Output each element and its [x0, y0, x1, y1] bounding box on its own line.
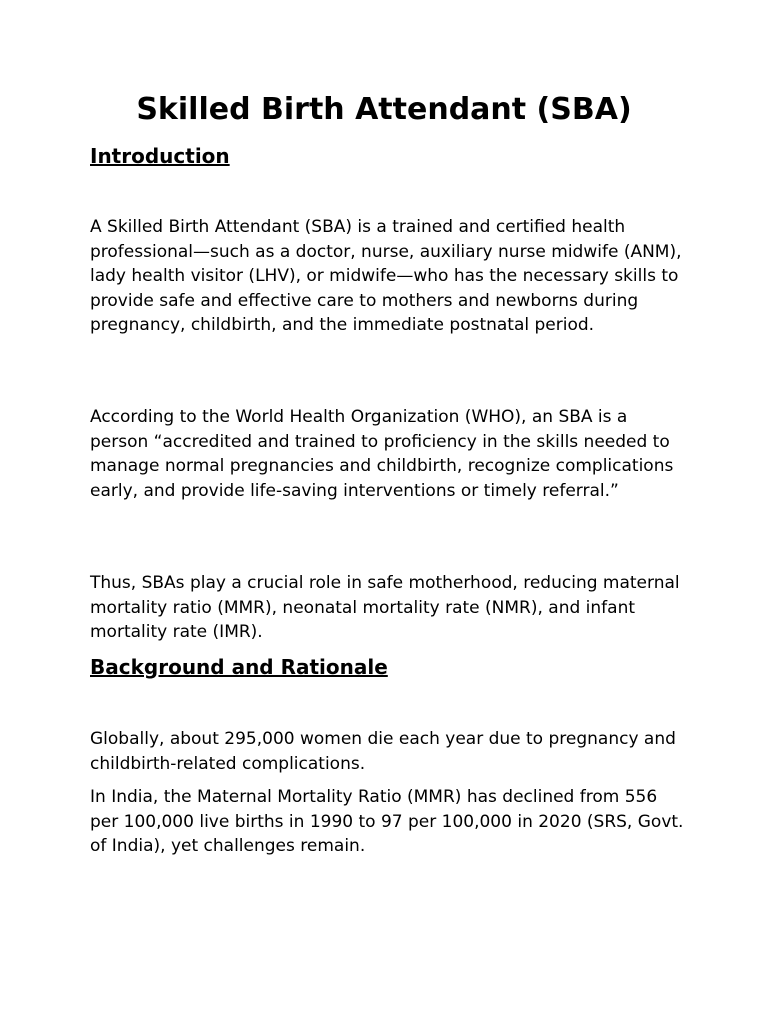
- paragraph: Globally, about 295,000 women die each year due to pregnancy and childbirth-related complications.: [90, 729, 676, 774]
- section-heading-background: Background and Rationale: [90, 655, 388, 679]
- section-heading-introduction: Introduction: [90, 144, 230, 168]
- paragraph: A Skilled Birth Attendant (SBA) is a trained and certified health professional—such as a doctor, nurse, auxiliary nurse midwife (ANM), lady health visitor (LHV), or midwife—who has the necessary skills to provide safe and effective care to mothers and newborns during pregnancy, childbirth, and the immediate postnatal period.: [90, 217, 682, 335]
- paragraph: In India, the Maternal Mortality Ratio (MMR) has declined from 556 per 100,000 live births in 1990 to 97 per 100,000 in 2020 (SRS, Govt. of India), yet challenges remain.: [90, 787, 684, 856]
- page-title: Skilled Birth Attendant (SBA): [136, 92, 632, 127]
- paragraph: According to the World Health Organization (WHO), an SBA is a person “accredited and trained to proficiency in the skills needed to manage normal pregnancies and childbirth, recognize complications early, and provide life-saving interventions or timely referral.”: [90, 407, 674, 501]
- paragraph: Thus, SBAs play a crucial role in safe motherhood, reducing maternal mortality ratio (MMR), neonatal mortality rate (NMR), and infant mortality rate (IMR).: [90, 573, 680, 642]
